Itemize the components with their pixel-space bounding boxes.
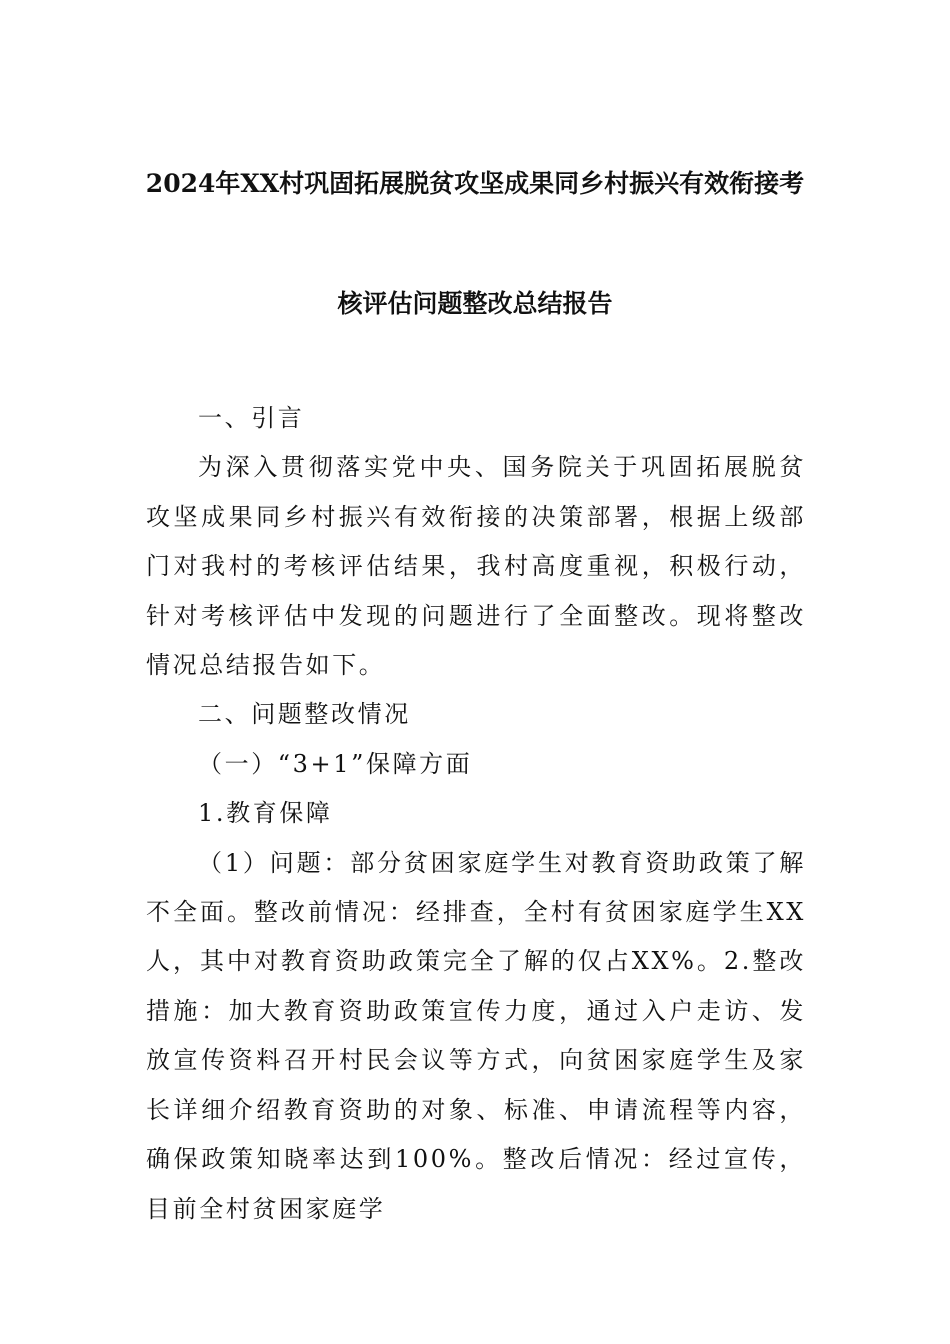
section-heading-introduction: 一、引言 — [198, 404, 305, 432]
item-heading-education: 1.教育保障 — [198, 799, 333, 828]
document-body — [146, 394, 806, 1234]
paragraph-education: （1）问题：部分贫困家庭学生对教育资助政策了解不全面。整改前情况：经排查，全村有贫困家庭学生XX人，其中对教育资助政策完全了解的仅占XX%。2.整改措施：加大教育资助政策宣传力度，通过入户走访、发放宣传资料召开村民会议等方式，向贫困家庭学生及家长详细介绍教育资助的对象、标准、申请流程等内容，确保政策知晓率达到100%。整改后情况：经过宣传，目前全村贫困家庭学 — [146, 848, 806, 1223]
document-title-line-1: 2024年XX村巩固拓展脱贫攻坚成果同乡村振兴有效衔接考 — [145, 169, 805, 198]
paragraph-introduction: 为深入贯彻落实党中央、国务院关于巩固拓展脱贫攻坚成果同乡村振兴有效衔接的决策部署，根据上级部门对我村的考核评估结果，我村高度重视，积极行动，针对考核评估中发现的问题进行了全面整改。现将整改情况总结报告如下。 — [146, 453, 806, 680]
subsection-heading-guarantee: （一）“3+1”保障方面 — [198, 749, 473, 778]
section-heading-rectification: 二、问题整改情况 — [198, 700, 411, 729]
document-title-line-2: 核评估问题整改总结报告 — [337, 289, 613, 318]
